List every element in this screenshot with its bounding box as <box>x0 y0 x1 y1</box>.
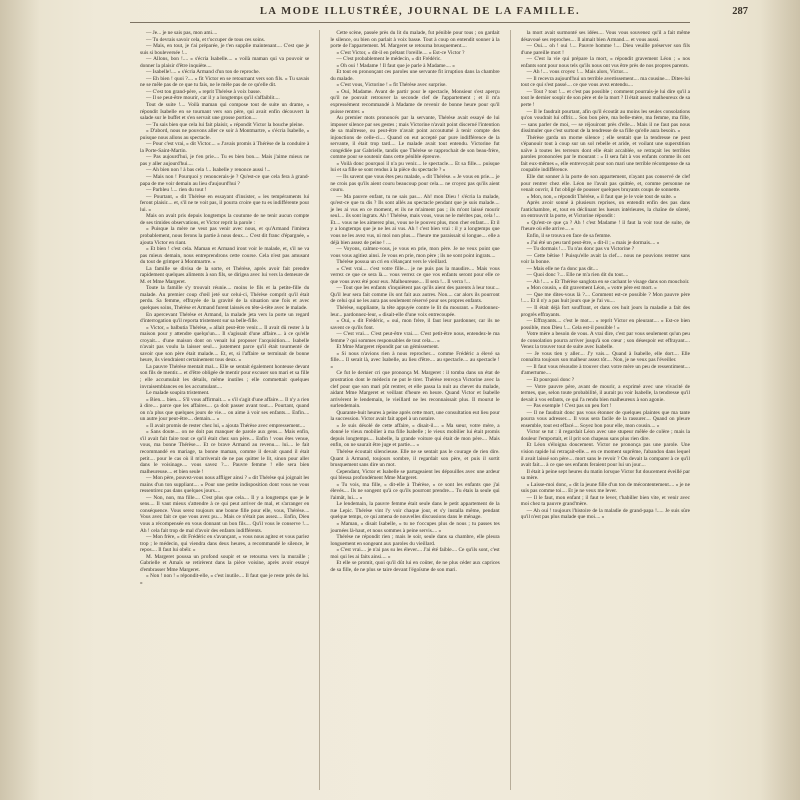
paragraph: « Oui, » dit Frédéric, « oui, mon frère, il faut leur pardonner, car ils ne savent ce qu'ils font. <box>330 318 500 331</box>
paragraph: « C'est vrai.... c'est votre fille.... je ne puis pas la maudire.... Mais vous verrez ce que ce sera là.... vous verrez ce que vos enfants seront pour elle ce que vous avez été pour eux. Malheureuse.... II sera !... Il verra !... <box>330 265 500 285</box>
paragraph: — Pourtant, » dit Thérèse en essayant d'insister, « les tempéraments lui feront plaisir.... et, s'il ne te voit pas, il pourra croire que tu es indifférente pour lui. » <box>140 193 310 213</box>
text-columns <box>140 30 690 790</box>
paragraph: La famille se divisa de la sorte, et Thérèse, après avoir fait prendre rapidement quelques aliments à son fils, se dirigea avec lui vers la demeure de M. et Mme Margeret. <box>140 265 310 285</box>
paragraph: « Tu vois, ma fille, » dit-elle à Thérèse, « ce sont les enfants que j'ai élevés.... Ils ne songent qu'à ce qu'ils pourront prendre.... Tu étais la seule qui l'aimât, lui.... » <box>330 481 500 501</box>
paragraph: — Tu sais bien que cela lui fait plaisir, » répondit Victor la bouche pleine. <box>146 121 304 128</box>
paragraph: — Tout que les enfants s'inquiètent pas qu'ils aient des parents à leur tour.... Qu'il leur sera fait comme ils ont fait aux autres. Non.... car alors ils pourront de celui qui ne les aura pas seulement réservé pour ses propres enfants. <box>330 285 500 305</box>
paragraph: Thérèse écoutait silencieuse. Elle ne se sentait pas le courage de rien dire. Quant à Armand, toujours sombre, il regardait son père, et puis il sortit brusquement sans dire un mot. <box>330 449 500 469</box>
paragraph: « Il avait promis de rester chez lui, » ajouta Thérèse avec empressement.... <box>146 422 306 429</box>
paragraph: Thérèse ne répondit rien ; mais le soir, seule dans sa chambre, elle pleura longuement en songeant aux paroles du vieillard. <box>330 534 500 547</box>
paragraph: — Ah oui ! toujours l'histoire de la maladie de grand-papa !..... Je suis sûre qu'il n'est pas plus malade que moi.... » <box>520 507 690 521</box>
paragraph: — Tu devrais savoir cela, et t'occuper de tous ces soins. <box>146 36 266 43</box>
paragraph: — Il faut vous résoudre à trouver chez votre mère un peu de ressentiment.... d'amertume.... <box>520 363 690 377</box>
paragraph: Elle dut sonner à la porte de son appartement, n'ayant pas conservé de clef pour rentrer chez elle. Léon ne l'avait pas quittée, et, comme personne ne venait ouvrir, il fut obligé de pousser quelques bruyants coups de sonnette. <box>520 174 690 194</box>
paragraph: « C'est vous, Victorine ! » fit Thérèse avec surprise. <box>336 82 447 89</box>
paragraph: « Bien.... bien.... S'il vous affirmait.... » s'il s'agit d'une affaire.... Il n'y a rien à dire.... parce que les affaires.... ça doit passer avant tout.... Pourtant, quand on n'a plus que quelques jours de vie.... on aime à voir ses enfants.... Enfin.... un autre jour peut-être.... demain.... » <box>140 396 310 423</box>
paragraph: M. Margeret poussa un profond soupir et se retourna vers la muraille ; Gabrielle et Amaïs se retirèrent dans la pièce voisine, après avoir essayé d'embrasser Mme Margeret. <box>140 553 310 573</box>
paragraph: « Et bien ! c'est cela. Maman et Armand iront voir le malade, et, s'il ne va pas mieux demain, nous entreprendrons cette course. Cela n'est pas amusant du tout de grimper à Montmartre. » <box>140 246 310 266</box>
paragraph: Victor se tut : il regardait Léon avec une stupeur mêlée de colère ; mais la douleur l'emportait, et il prit son chapeau sans plus rien dire. <box>520 429 690 442</box>
paragraph: « Maman, » disait Isabelle, « tu ne t'occupes plus de nous ; tu passes tes journées là-haut, et nous sommes à peine servis.... » <box>330 521 500 534</box>
page-edge-shadow-left <box>0 0 40 800</box>
paragraph: Après avoir sonné à plusieurs reprises, on entendit enfin des pas dans l'antichambre, et, tout en déclinant les lueurs intérieures, la chaîne de sûreté, on entrouvrit la porte, et Victorine répondit : <box>520 200 690 220</box>
paragraph: Et Léon s'éloigna doucement. Victor ne prononça pas une parole. Une vision rapide lui retraçait-elle.... en ce moment suprême, l'abandon dans lequel il avait laissé son père.... mort sans le revoir ? On devait la comparer à ce qu'il avait fait.... à ce que ses enfants feraient pour lui un jour.... <box>520 442 690 469</box>
paragraph: Ce fut le dernier cri que prononça M. Margeret : il tomba dans un état de prostration dont le médecin ne put le tirer. Thérèse renvoya Victorine avec la clef pour que son mari pût rentrer, et elle passa la nuit au chevet du malade, aidant Mme Margeret et veillant d'heure en heure. Quand Victor et Isabelle arrivèrent le lendemain, le vieillard ne les reconnaissait plus. Il mourut le surlendemain. <box>330 370 500 410</box>
paragraph: — Je vous tien y aller.... J'y vais.... Quand à Isabelle, elle dort.... Elle connaîtra toujours son malheur assez tôt.... Non, je ne veux pas l'éveiller. <box>520 350 690 364</box>
text-column-3 <box>521 30 690 790</box>
paragraph: — Ah bien non ! à bas cela !... Isabelle y renonce aussi !... <box>146 167 271 174</box>
paragraph: — Quoi donc ?.... Elle ne m'a rien dit du tout.... <box>526 272 629 279</box>
paragraph: « Voilà donc pourquoi il n'a pu venir.... le spectacle.... Et sa fille.... puisque lui et sa fille se sont rendus à la pièce du spectacle ? » <box>330 160 500 174</box>
paragraph: — Il ne faudrait donc pas vous étonner de quelques plaintes que ma tante pourra vous adresser.... Il vous sera facile de la rassurer.... Quand on pleure ensemble, tout est effacé.... Soyez bon pour elle, mon cousin.... » <box>520 409 690 429</box>
paragraph: « Puisque la mère ne veut pas venir avec nous, et qu'Armand l'imitera probablement, nous ferons la partie à nous deux.... C'est dit franc d'épargnée, » ajouta Victor en riant. <box>140 226 310 246</box>
paragraph: — Et pourquoi donc ? <box>526 376 575 383</box>
paragraph: — C'est la vie qui prépare la mort, » répondit gravement Léon ; « nos enfants sont pour nous tels qu'ils nous ont vus être près de nos propres parents. <box>520 56 690 69</box>
paragraph: — Ah !..... » Et Thérèse sanglota en se cachant le visage dans son mouchoir. <box>526 278 690 285</box>
paragraph: Au premier mots prononcés par la servante, Thérèse avait essayé de lui imposer silence par ses gestes ; mais Victorine n'avait point discerné l'intention de sa maîtresse, ou peut-être n'avait point accoutumé à tenir compte des injonctions de celle-ci.... Quand on eut accepté par pure indifférence de la servante, il était trop tard.... Le malade avait tout entendu. Victorine fut congédiée par Gabrielle, tandis que Thérèse se rapprochait de son beau-frère, comme pour se soutenir dans cette pénible épreuve. <box>330 115 500 161</box>
paragraph: Le malade soupira tristement. <box>146 390 210 397</box>
paragraph: Thérèse possua un cri en s'élançant vers le vieillard. <box>336 259 448 266</box>
header-rule <box>130 22 690 23</box>
paragraph: « J'ai été un peu tard peut-être, » dit-il ; « mais je dormais.... » <box>526 239 660 246</box>
paragraph: — Il le faut, mon enfant ; il faut te lever, t'habiller bien vite, et venir avec moi chez ta pauvre grand'mère. <box>520 494 690 508</box>
paragraph: « Mon cousin, » dit gravement Léon, « votre père est mort. » <box>526 285 657 292</box>
paragraph: — Pas aujourd'hui, je t'en prie.... Tu es bien bon.... Mais j'aime mieux ne pas y aller aujourd'hui.... <box>140 154 310 167</box>
paragraph: — Ma pauvre enfant, tu ne sais pas.... Ah! mon Dieu ! s'écria la malade, qu'est-ce que tu dis ? Ils sont allés au spectacle pendant que je suis malade.... je les ai vus en ce moment, et ils ne m'aiment pas ; ils m'ont laissé mourir seul.... ils sont ingrats. Ah ! Thérèse, mais vous, vous ne le mérites pas, cela !... Et.... vous ne les aimerez plus, vous ne le pouvez plus, mon cher enfant.... Et il y a longtemps que je ne les ai vus. Ah ! c'est bien vrai : il y a longtemps que vous ne les avez vus, ni moi non plus.... l'heure me paraissait si longue.... elle a déjà bien assez de peine ! .... <box>330 193 500 246</box>
paragraph: « D'abord, nous ne pouvons aller ce soir à Montmartre, » s'écria Isabelle, « puisque nous allons au spectacle. <box>140 128 310 141</box>
paragraph: Et tout en prononçant ces paroles une servante fit irruption dans la chambre du malade. <box>330 69 500 82</box>
paragraph: — C'est ton grand-père, » reprit Thérèse à voix basse. <box>146 88 261 95</box>
paragraph: « Oh oui ! Madame ! Il faut que je parle à Madame.... » <box>336 62 455 69</box>
paragraph: — Mais, en tout, je t'ai préparée, je t'en supplie maintenant.... C'est que je suis si bouleversée !... <box>140 43 310 56</box>
paragraph: Toute la famille s'y trouvait réunie.... moins le fils et la petite-fille du malade. Au premier coup d'œil jeté sur celui-ci, Thérèse comprit qu'il était perdu. Sa femme, effrayée de la gravité de la situation une fois et avec quelques soins, Thérèse et Armand furent laissés en tête-à-tête avec le malade. <box>140 285 310 311</box>
paragraph: — Voyons, calmez-vous, je vous en prie, mon père. Je ne veux point que vous vous agitiez ainsi. Je vous en prie, mon père ; ils ne sont point ingrats.... <box>330 246 500 259</box>
paragraph: Il était à peine sept heures du matin lorsque Victor fut doucement éveillé par sa mère. <box>520 468 690 482</box>
paragraph: — Il recevra aujourd'hui un terrible avertissement.... ma cousine.... Dites-lui tout ce qui s'est passé.... ce que vous avez entendu.... <box>520 75 690 89</box>
paragraph: « Mon, non, » répondit Thérèse, « il faut que je le voie tout de suite. » <box>526 193 677 200</box>
paragraph: — Tout ? tout !.... et c'est pas possible ; comment pourrais-je lui dire qu'il a tout le dernier soupir de son père et de la mort ? Il était assez malheureux de sa perte ! <box>520 88 690 109</box>
paragraph: — Isabelle!.... » s'écria Armand d'un ton de reproche. <box>146 69 260 76</box>
paragraph: Et Mme Margeret répondit par un gémissement. <box>336 344 440 351</box>
paragraph: — Parbleu !.... rien du tout ! <box>146 187 207 194</box>
paragraph: — Non, non, ma fille.... C'est plus que cela.... Il y a longtemps que je le sens.... Il vaut mieux s'attendre à ce qui peut arriver de mal, et s'arranger en conséquence. Vous serez toujours une bonne fille pour elle, vous, Thérèse.... Vous avez fait ce que vous avez pu.... Mais ce n'était pas assez.... Enfin, Dieu vous a récompensée en vous donnant un bon fils.... Qu'il vous le conserve !.... Ah ! cela fait trop de mal d'avoir des enfants indifférents. <box>140 494 310 534</box>
paragraph: « Oui, Madame. Avant de partir pour le spectacle, Monsieur s'est aperçu qu'il ne pouvait retrouver la seconde clef de l'appartement ; et il m'a expressément recommandé à Madame de revenir de bonne heure pour qu'il puisse rentrer. » <box>330 88 500 115</box>
page-edge-shadow-right <box>760 0 800 800</box>
paragraph: — Que me dites-vous là ?.... Comment est-ce possible ? Mon pauvre père !..... Et il n'y a pas huit jours que je l'ai vu.... <box>520 291 690 305</box>
paragraph: « C'est vrai.... je n'ai pas su les élever.... J'ai été faible.... Ce qu'ils sont, c'est moi qui les ai faits ainsi.... » <box>330 547 500 560</box>
paragraph: « C'est Victor, » dit-il en prêtant l'oreille.... « Est-ce Victor ? <box>336 49 465 56</box>
paragraph: — C'est probablement le médecin, » dit Frédéric. <box>336 56 442 63</box>
paragraph: — Effrayants.... c'est le mot.... » reprit Victor en pleurant.... « Est-ce bien possible, mon Dieu !.... Cela est-il possible ! » <box>520 318 690 331</box>
paragraph: — Eh bien ! quoi ?.... » fit Victor en se retournant vers son fils. « Tu savais ne se mêle pas de ce que tu fais, ne le mêle pas de ce qu'elle dit. <box>140 75 310 89</box>
paragraph: — Mon père, pouvez-vous nous affliger ainsi ? » dit Thérèse qui joignait les mains d'un ton suppliant.... « Pour une petite indisposition dont vous ne vous ressentirez pas dans quelques jours.... <box>140 475 310 495</box>
paragraph: — Tu dormais !.... Tu n'as donc pas vu Victorine ? <box>526 246 635 253</box>
paragraph: « Je suis désolé de cette affaire, » disait-il.... « Ma sœur, votre mère, a donné le vieux mobilier à ma fille Isabelle ; le vieux mobilier lui était promis depuis longtemps.... Isabelle, la grande voiture qui était de mon père.... Mais enfin, on ne saurait être juge et partie.... » <box>330 422 500 449</box>
paragraph: — Je... je ne sais pas, mon ami.... <box>146 30 218 36</box>
paragraph: — Oui.... oh ! oui !.... Pauvre homme !.... Dieu veuille préserver son fils d'une pareille mort ! <box>520 43 690 56</box>
paragraph: « Victor, » balbutia Thérèse, « allait peut-être venir.... Il avait dû rester à la maison pour y attendre quelqu'un.... Il s'agissait d'une affaire.... à ce qu'elle croyait.... d'une maison dont on venait lui proposer l'acquisition.... Isabelle n'avait pas voulu la laisser seul.... justement parce qu'il était tourmenté de savoir que son père était malade.... Et, et, si l'affaire se terminait de bonne heure, ils viendraient certainement tous deux. » <box>140 324 310 364</box>
paragraph: — Il le faudrait pourtant, afin qu'il écoutât au moins les seules consolations qu'on voudrait lui offrir.... Son bon père, ma belle-mère, ma femme, ma fille, — sans parler de moi, — se réjouiront près d'elle.... Mais il ne faut pas nous dissimuler que c'est surtout de la tendresse de sa fille qu'elle aura besoin. » <box>520 108 690 135</box>
paragraph: Cependant, Victor et Isabelle se partageaient les dépouilles avec une ardeur qui blessa profondément Mme Margeret. <box>330 468 500 482</box>
paragraph: Mais on avait pris depuis longtemps la coutume de ne tenir aucun compte de ses timides observations, et Victor reprit la parole : <box>140 213 310 226</box>
paragraph: Votre mère a besoin de vous. A vrai dire, c'est par vous seulement qu'un peu de consolation pourra arriver jusqu'à son cœur ; son désespoir est effrayant.... Venez la trouver tout de suite avec Isabelle. <box>520 331 690 351</box>
paragraph: Quarante-huit heures à peine après cette mort, une consultation eut lieu pour la succession. Victor avait fait appel à un notaire. <box>330 409 500 423</box>
paragraph: — C'est vrai.... C'est peut-être vrai..... C'est petit-être nous, entendez-le ma femme ? qui sommes responsables de tout cela.... » <box>330 331 500 344</box>
running-header: LA MODE ILLUSTRÉE, JOURNAL DE LA FAMILLE. <box>259 6 581 17</box>
column-divider <box>319 30 320 790</box>
paragraph: « Sans doute.... on ne doit pas manquer de parole aux gens.... Mais enfin, s'il avait fait faire tout ce qu'il était chez son père.... Enfin ! vous êtes venue, vous, ma bonne Thérèse.... Et ce brave Armand au revenu.... lui.... le fait recommandé en mariage, ta bonne maman, comme il devait quand il était petit.... pour le cas où il m'arriverait de ne pas quitter le lit, sinon pour aller dans le voisinage.... vous savez ?.... Pauvre femme ! elle sera bien malheureuse.... et bien seule ! <box>140 429 310 475</box>
paragraph: En apercevant Thérèse et Armand, la malade jeta vers la porte un regard d'interrogation qu'il reporta tristement sur sa belle-fille. <box>140 311 310 325</box>
paragraph: La pauvre Thérèse mentait mal.... Elle se sentait également honteuse devant son fils de mentir.... et d'être obligée de mentir pour excuser son mari et sa fille ; elle accumulait les détails, même inutiles ; elle commettait quelques invraisemblances en les accumulant.... <box>140 363 310 390</box>
paragraph: — Ah !.... vous croyez !.... Mais alors, Victor.... <box>526 69 629 76</box>
paragraph: — Pour c'est vrai, » dit Victor.... « J'avais promis à Thérèse de la conduire à la Porte-Saint-Martin. <box>140 141 310 154</box>
paragraph: Thérèse, suppliante, la tête appuyée contre le lit du mourant. « Pardonnez-leur... pardonnez-leur, » disait-elle d'une voix entrecoupée. <box>330 304 500 318</box>
paragraph: — Allons, bon !.... » s'écria Isabelle.... « voilà maman qui va pouvoir se donner la plaisir d'être inquiète.... <box>140 56 310 69</box>
paragraph: Et elle se promit, quoi qu'il dût lui en coûter, de ne plus céder aux caprices de sa fille, de ne plus se taire devant l'égoïsme de son mari. <box>330 560 500 573</box>
paragraph: — Il était déjà fort souffrant, et dans ces huit jours la maladie a fait des progrès effrayants. <box>520 304 690 318</box>
paragraph: — Mon frère, » dit Frédéric en s'avançant, « vous nous agitez et vous parlez trop ; le médecin, qui viendra dans deux heures, a recommandé le silence, le repos.... Il faut lui obéir. » <box>140 534 310 554</box>
paragraph: Le lendemain, la pauvre femme était seule dans le petit appartement de la rue Lepic. Thérèse vint l'y voir chaque jour, et s'y installa même, pendant quelque temps, ce qui amena de nouvelles discussions dans le ménage. <box>330 501 500 521</box>
paragraph: — Mais non ! Pourquoi y renoncerais-je ? Qu'est-ce que cela fera à grand-papa de me voir demain au lieu d'aujourd'hui ? <box>140 174 310 187</box>
paragraph: « Qu'est-ce que ça ? Ah ! c'est Madame ! il faut la voir tout de suite, de l'heure où elle arrive.... » <box>520 219 690 233</box>
page-number: 287 <box>732 6 748 17</box>
paragraph: « Si nous n'avions rien à nous reprocher.... comme Frédéric a élevé sa fille.... Il serait là, avec Isabelle, au lieu d'être.... au spectacle.... au spectacle ! » <box>330 350 500 370</box>
column-divider <box>510 30 511 790</box>
paragraph: « Laisse-moi donc, » dit la jeune fille d'un ton de mécontentement.... « je ne suis pas comme toi.... Et je ne veux me lever. <box>520 481 690 495</box>
paragraph: Thérèse garda un morne silence ; elle sentait que la tendresse ne peut s'épanouir tout à coup sur un sol rebelle et aride, et voilant une superstition naïve à toutes les terreurs dont elle était accablée, se retraçait les terribles paroles prononcées par le mourant : « Il sera fait à vos enfants comme ils ont fait eux-mêmes », elle entrevoyait pour son mari une terrible récompense de sa coupable indifférence. <box>520 134 690 174</box>
paragraph: — Mais elle ne t'a donc pas dit.... <box>526 265 599 272</box>
paragraph: Tout de suite !.... Voilà maman qui compose tout de suite un drame, » répondit Isabelle en se tournant vers son père, qui avait enfin découvert la salade sur le buffet et s'en servait une grosse portion.... <box>140 102 310 122</box>
paragraph: — Cette bêtise ! Puisqu'elle avait la clef.... nous ne pouvions rentrer sans voir la bonne. <box>520 252 690 266</box>
paragraph: Enfin, il se trouva en face de sa femme. <box>526 232 612 239</box>
paragraph: — Il se peut-être mourir, car il y a longtemps qu'il s'affaiblit.... <box>146 95 280 102</box>
paragraph: — Pas exemple ! C'est pas un peu fort ! <box>526 403 612 410</box>
paragraph: la mort avait surmonté ses idées.... Vous vous souvenez qu'il a fait même désavoué ses reproches.... Il aimait bien Armand.... et vous aussi. <box>520 30 690 43</box>
text-column-2 <box>330 30 499 790</box>
paragraph: Cette scène, passée près du lit du malade, fut pénible pour tous ; on gardait le silence, ou bien on parlait à voix basse. Tout à coup on entendit sonner à la porte de l'appartement. M. Margeret se retourna brusquement.... <box>330 30 500 50</box>
paragraph: — Votre pauvre père, avant de mourir, a exprimé avec une vivacité de termes, que, selon toute probabilité, il aurait pu voir Isabelle, la tendresse qu'il devait à vos enfants, ce qui l'a rendu bien malheureux à son agonie. <box>520 383 690 403</box>
paragraph: — Ils savent que vous êtes peu malade, » dit Thérèse. « Je vous en prie.... je ne crois pas qu'ils aient couru beaucoup pour cela.... ne croyez pas qu'ils aient couru. <box>330 174 500 194</box>
text-column-1 <box>140 30 309 790</box>
paragraph: « Non ! non ! » répondit-elle, « c'est inutile.... Il faut que je reste près de lui. » <box>140 573 310 586</box>
